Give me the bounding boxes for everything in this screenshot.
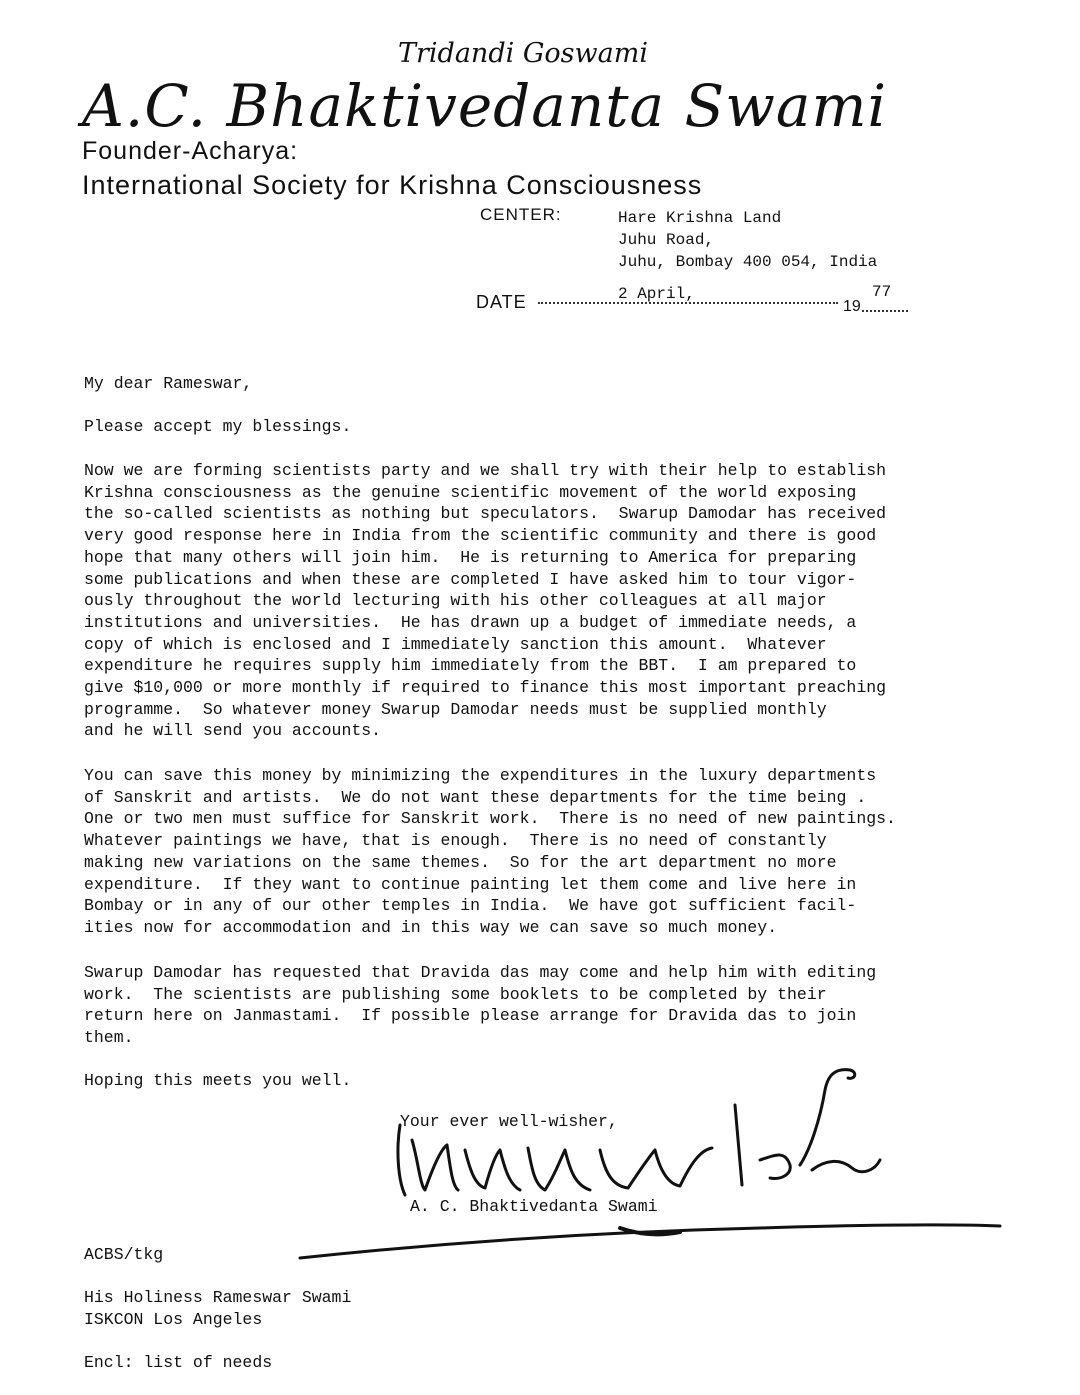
recipient-block: His Holiness Rameswar Swami ISKCON Los Angeles: [84, 1288, 352, 1329]
date-label: DATE: [476, 292, 527, 312]
center-address: Hare Krishna Land Juhu Road, Juhu, Bombay 400 054, India: [618, 209, 878, 271]
enclosure-line: Encl: list of needs: [84, 1353, 273, 1372]
initials-line: ACBS/tkg: [84, 1245, 164, 1264]
salutation: My dear Rameswar,: [84, 374, 253, 393]
closing-line: Hoping this meets you well.: [84, 1071, 352, 1090]
signature-typed-name: A. C. Bhaktivedanta Swami: [410, 1197, 658, 1216]
letterhead-name: A.C. Bhaktivedanta Swami: [82, 72, 888, 140]
paragraph-3: Swarup Damodar has requested that Dravida das may come and help him with editing work. The scientists are publishing some booklets to be completed by their return here on Janmastami. If possible please arrange for Dravida das to join them.: [84, 963, 877, 1048]
letterhead-role: Founder-Acharya:: [82, 137, 299, 165]
date-value: 2 April,: [618, 285, 695, 303]
date-year: 77: [872, 283, 892, 301]
letterhead-society: International Society for Krishna Consciousness: [82, 170, 703, 200]
center-label: CENTER:: [480, 205, 562, 224]
date-century: 19: [843, 298, 861, 315]
letterhead-title-small: Tridandi Goswami: [398, 38, 648, 69]
blessings-line: Please accept my blessings.: [84, 417, 352, 436]
paragraph-1: Now we are forming scientists party and we shall try with their help to establish Krishna consciousness as the genuine scientific movement of the world exposing the so-called scientists as nothing but speculators. Swarup Damodar has received very good response here in India from the scientific community and there is good hope that many others will join him. He is returning to America for preparing some publications and when these are completed I have asked him to tour vigor- ously throughout the world lecturing with his other colleagues at all major institutions and universities. He has drawn up a budget of immediate needs, a copy of which is enclosed and I immediately sanction this amount. Whatever expenditure he requires supply him immediately from the BBT. I am prepared to give $10,000 or more monthly if required to finance this most important preaching programme. So whatever money Swarup Damodar needs must be supplied monthly and he will send you accounts.: [84, 461, 887, 741]
well-wisher-line: Your ever well-wisher,: [400, 1112, 618, 1131]
paragraph-2: You can save this money by minimizing the expenditures in the luxury departments of Sanskrit and artists. We do not want these departments for the time being . One or two men must suffice for Sanskrit work. There is no need of new paintings. Whatever paintings we have, that is enough. There is no need of constantly making new variations on the same themes. So for the art department no more expenditure. If they want to continue painting let them come and live here in Bombay or in any of our other temples in India. We have got sufficient facil- ities now for accommodation and in this way we can save so much money.: [84, 766, 896, 937]
